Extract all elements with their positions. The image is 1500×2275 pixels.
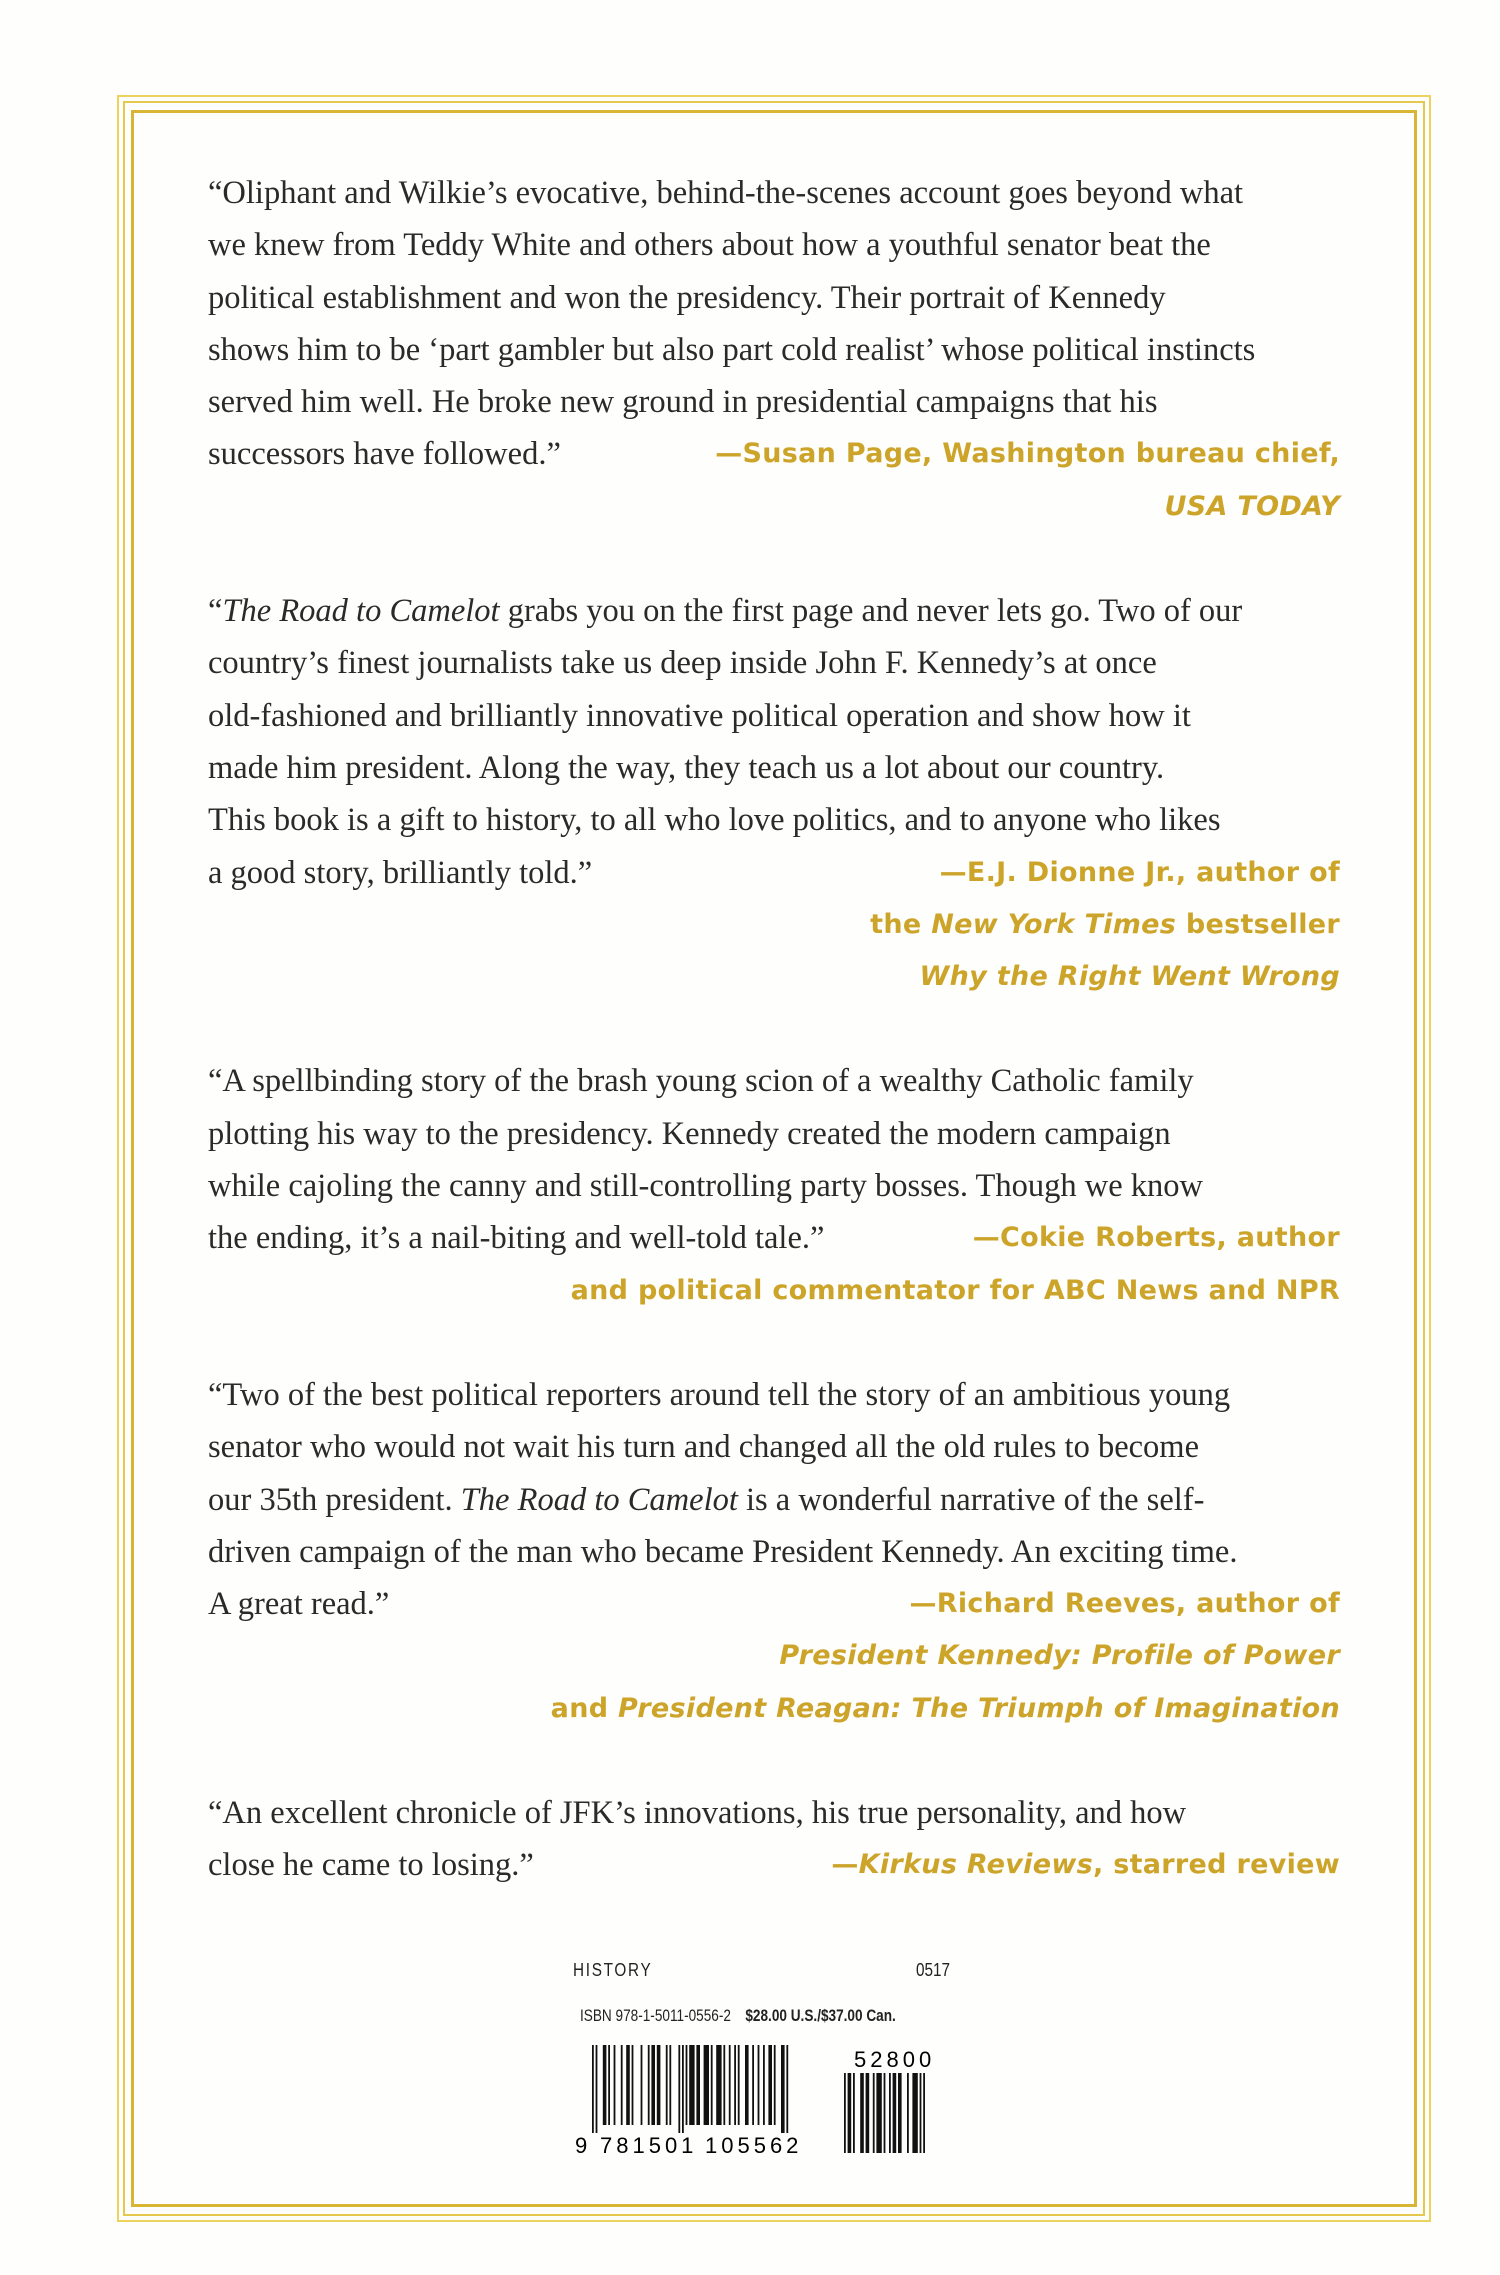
text-run: country’s finest journalists take us deep inside John F. Kennedy’s at once: [208, 645, 1157, 682]
quote-line: [208, 219, 1340, 271]
quote-line: [208, 1055, 1340, 1107]
blurb-quote: [208, 585, 1340, 1003]
barcode-bar: [632, 2045, 634, 2125]
isbn-barcode-bars: [592, 2045, 788, 2133]
attribution: [909, 1578, 1340, 1630]
barcode-bar: [781, 2045, 785, 2133]
quote-text: [208, 428, 561, 480]
barcode-bar: [704, 2045, 709, 2125]
barcode-bar: [752, 2045, 754, 2125]
quote-text: [208, 690, 1191, 742]
text-run: —Richard Reeves, author of: [909, 1588, 1340, 1620]
barcode-bar: [651, 2045, 655, 2125]
barcode-bar: [758, 2045, 760, 2125]
text-run: A great read.”: [208, 1586, 390, 1623]
barcode-bar: [876, 2073, 881, 2153]
quote-line: [208, 272, 1340, 324]
quote-line: [208, 1421, 1340, 1473]
attribution: [715, 428, 1340, 480]
quote-line: [208, 1160, 1340, 1212]
text-run: our 35th president.: [208, 1481, 461, 1518]
quote-text: [208, 1526, 1237, 1578]
text-run: “A spellbinding story of the brash young scion of a wealthy Catholic family: [208, 1063, 1194, 1100]
barcode-bar: [678, 2045, 680, 2133]
italic-title: Kirkus Reviews: [858, 1849, 1093, 1881]
quote-line: [208, 167, 1340, 219]
barcode-bar: [844, 2073, 846, 2153]
quote-text: [208, 794, 1221, 846]
barcode-bar: [686, 2045, 688, 2125]
blurbs: [208, 167, 1340, 1944]
addon-digits: 52800: [854, 2047, 936, 2072]
barcode-bar: [657, 2045, 661, 2125]
quote-text: [208, 1212, 824, 1264]
text-run: This book is a gift to history, to all who love politics, and to anyone who likes: [208, 802, 1221, 839]
text-run: the ending, it’s a nail-biting and well-told tale.”: [208, 1220, 825, 1257]
text-run: “Two of the best political reporters around tell the story of an ambitious young: [208, 1376, 1231, 1413]
blurb-quote: [208, 167, 1340, 533]
barcode-bar: [696, 2045, 700, 2125]
text-run: made him president. Along the way, they teach us a lot about our country.: [208, 749, 1165, 786]
italic-title: President Kennedy: Profile of Power: [779, 1640, 1340, 1672]
barcode-bar: [866, 2073, 870, 2153]
quote-line: [208, 1369, 1340, 1421]
attribution: [973, 1212, 1340, 1264]
quote-line: [208, 1212, 1340, 1264]
italic-title: The Road to Camelot: [222, 593, 500, 630]
quote-line: [208, 1839, 1340, 1891]
text-run: plotting his way to the presidency. Kennedy created the modern campaign: [208, 1115, 1171, 1152]
quote-text: [208, 742, 1164, 794]
barcode-bar: [666, 2045, 668, 2125]
italic-title: President Reagan: The Triumph of Imagination: [618, 1692, 1340, 1724]
barcode-bar: [596, 2045, 598, 2133]
text-run: grabs you on the first page and never lets go. Two of our: [499, 593, 1243, 630]
barcode-bar: [682, 2045, 684, 2133]
text-run: we knew from Teddy White and others about how a youthful senator beat the: [208, 227, 1211, 264]
text-run: senator who would not wait his turn and changed all the old rules to become: [208, 1429, 1200, 1466]
barcode: [570, 2045, 960, 2155]
text-run: the: [870, 908, 932, 940]
barcode-bar: [738, 2045, 740, 2125]
barcode-bar: [614, 2045, 616, 2125]
quote-text: [208, 219, 1211, 271]
text-run: while cajoling the canny and still-controlling party bosses. Though we know: [208, 1168, 1203, 1205]
barcode-left-digits: 781501: [600, 2133, 698, 2155]
italic-title: USA TODAY: [1164, 490, 1340, 522]
quote-line: [208, 1474, 1340, 1526]
barcode-bar: [907, 2073, 909, 2153]
barcode-bar: [729, 2045, 731, 2125]
quote-line: [208, 637, 1340, 689]
barcode-bar: [860, 2073, 864, 2153]
barcode-bar: [884, 2073, 886, 2153]
quote-text: [208, 1369, 1230, 1421]
quote-line: [208, 1578, 1340, 1630]
barcode-bar: [848, 2073, 852, 2153]
barcode-bar: [723, 2045, 725, 2125]
quote-text: [208, 272, 1166, 324]
price-addon-barcode-bars: [844, 2073, 925, 2153]
barcode-bar: [786, 2045, 788, 2133]
quote-line: [208, 1526, 1340, 1578]
barcode-bar: [711, 2045, 713, 2125]
quote-text: [208, 376, 1157, 428]
text-run: —: [831, 1849, 859, 1881]
barcode-bar: [898, 2073, 902, 2153]
barcode-bar: [689, 2045, 694, 2125]
text-run: bestseller: [1176, 908, 1340, 940]
attribution-continued: [208, 951, 1340, 1003]
quote-line: [208, 324, 1340, 376]
barcode-right-digits: 105562: [705, 2133, 803, 2155]
category-label: HISTORY: [573, 1960, 653, 1980]
quote-line: [208, 690, 1340, 742]
quote-line: [208, 794, 1340, 846]
barcode-bar: [889, 2073, 891, 2153]
quote-text: [208, 324, 1255, 376]
quote-text: [208, 1055, 1194, 1107]
attribution-continued: [208, 1265, 1340, 1317]
quote-text: [208, 1787, 1186, 1839]
quote-text: [208, 1839, 534, 1891]
text-run: a good story, brilliantly told.”: [208, 854, 593, 891]
text-run: political establishment and won the presidency. Their portrait of Kennedy: [208, 279, 1166, 316]
attribution-continued: [208, 1683, 1340, 1735]
text-run: “: [208, 593, 223, 630]
barcode-bar: [745, 2045, 749, 2125]
price: $28.00 U.S./$37.00 Can.: [745, 2006, 896, 2025]
italic-title: The Road to Camelot: [460, 1481, 738, 1518]
quote-line: [208, 1108, 1340, 1160]
barcode-bar: [608, 2045, 610, 2125]
barcode-bar: [641, 2045, 643, 2125]
quote-text: [208, 1421, 1199, 1473]
text-run: driven campaign of the man who became President Kennedy. An exciting time.: [208, 1533, 1238, 1570]
quote-text: [208, 585, 1242, 637]
barcode-first-digit: 9: [575, 2133, 588, 2155]
barcode-bar: [592, 2045, 594, 2133]
barcode-bar: [768, 2045, 772, 2125]
attribution: [940, 847, 1340, 899]
attribution-continued: [208, 899, 1340, 951]
text-run: “Oliphant and Wilkie’s evocative, behind-the-scenes account goes beyond what: [208, 175, 1244, 211]
quote-text: [208, 1108, 1171, 1160]
text-run: successors have followed.”: [208, 436, 561, 473]
text-run: —Susan Page, Washington bureau chief,: [715, 438, 1340, 470]
quote-text: [208, 167, 1243, 219]
text-run: “An excellent chronicle of JFK’s innovations, his true personality, and how: [208, 1795, 1187, 1832]
quote-line: [208, 1787, 1340, 1839]
barcode-bar: [923, 2073, 925, 2153]
text-run: and: [550, 1692, 619, 1724]
barcode-bar: [853, 2073, 855, 2153]
attribution-continued: [208, 1630, 1340, 1682]
barcode-bar: [669, 2045, 671, 2125]
text-run: and political commentator for ABC News and NPR: [570, 1274, 1340, 1306]
date-code: 0517: [915, 1960, 950, 1980]
text-run: close he came to losing.”: [208, 1847, 534, 1884]
quote-line: [208, 742, 1340, 794]
text-run: old-fashioned and brilliantly innovative political operation and show how it: [208, 697, 1191, 734]
isbn: ISBN 978-1-5011-0556-2: [580, 2006, 731, 2025]
barcode-bar: [920, 2073, 922, 2153]
isbn-price-line: [580, 2006, 896, 2026]
quote-text: [208, 1578, 389, 1630]
text-run: served him well. He broke new ground in presidential campaigns that his: [208, 384, 1158, 421]
quote-text: [208, 1474, 1204, 1526]
italic-title: New York Times: [931, 908, 1177, 940]
text-run: is a wonderful narrative of the self-: [737, 1481, 1205, 1518]
barcode-bar: [716, 2045, 721, 2125]
text-run: , starred review: [1092, 1849, 1340, 1881]
quote-line: [208, 585, 1340, 637]
barcode-bar: [893, 2073, 897, 2153]
quote-text: [208, 847, 592, 899]
blurb-quote: [208, 1787, 1340, 1892]
attribution: [831, 1839, 1340, 1891]
barcode-bar: [734, 2045, 736, 2125]
quote-text: [208, 1160, 1203, 1212]
barcode-bar: [626, 2045, 630, 2125]
barcode-bar: [763, 2045, 765, 2125]
barcode-bar: [603, 2045, 607, 2125]
barcode-bar: [621, 2045, 623, 2125]
quote-line: [208, 376, 1340, 428]
barcode-bar: [774, 2045, 776, 2125]
blurb-quote: [208, 1055, 1340, 1316]
quote-text: [208, 637, 1157, 689]
quote-line: [208, 428, 1340, 480]
italic-title: Why the Right Went Wrong: [919, 961, 1340, 993]
barcode-bar: [648, 2045, 650, 2125]
barcode-bar: [873, 2073, 875, 2153]
barcode-bar: [912, 2073, 917, 2153]
attribution-continued: [208, 481, 1340, 533]
text-run: shows him to be ‘part gambler but also part cold realist’ whose political instincts: [208, 331, 1256, 368]
blurb-quote: [208, 1369, 1340, 1735]
text-run: —Cokie Roberts, author: [972, 1222, 1340, 1254]
text-run: —E.J. Dionne Jr., author of: [939, 856, 1340, 888]
quote-line: [208, 847, 1340, 899]
